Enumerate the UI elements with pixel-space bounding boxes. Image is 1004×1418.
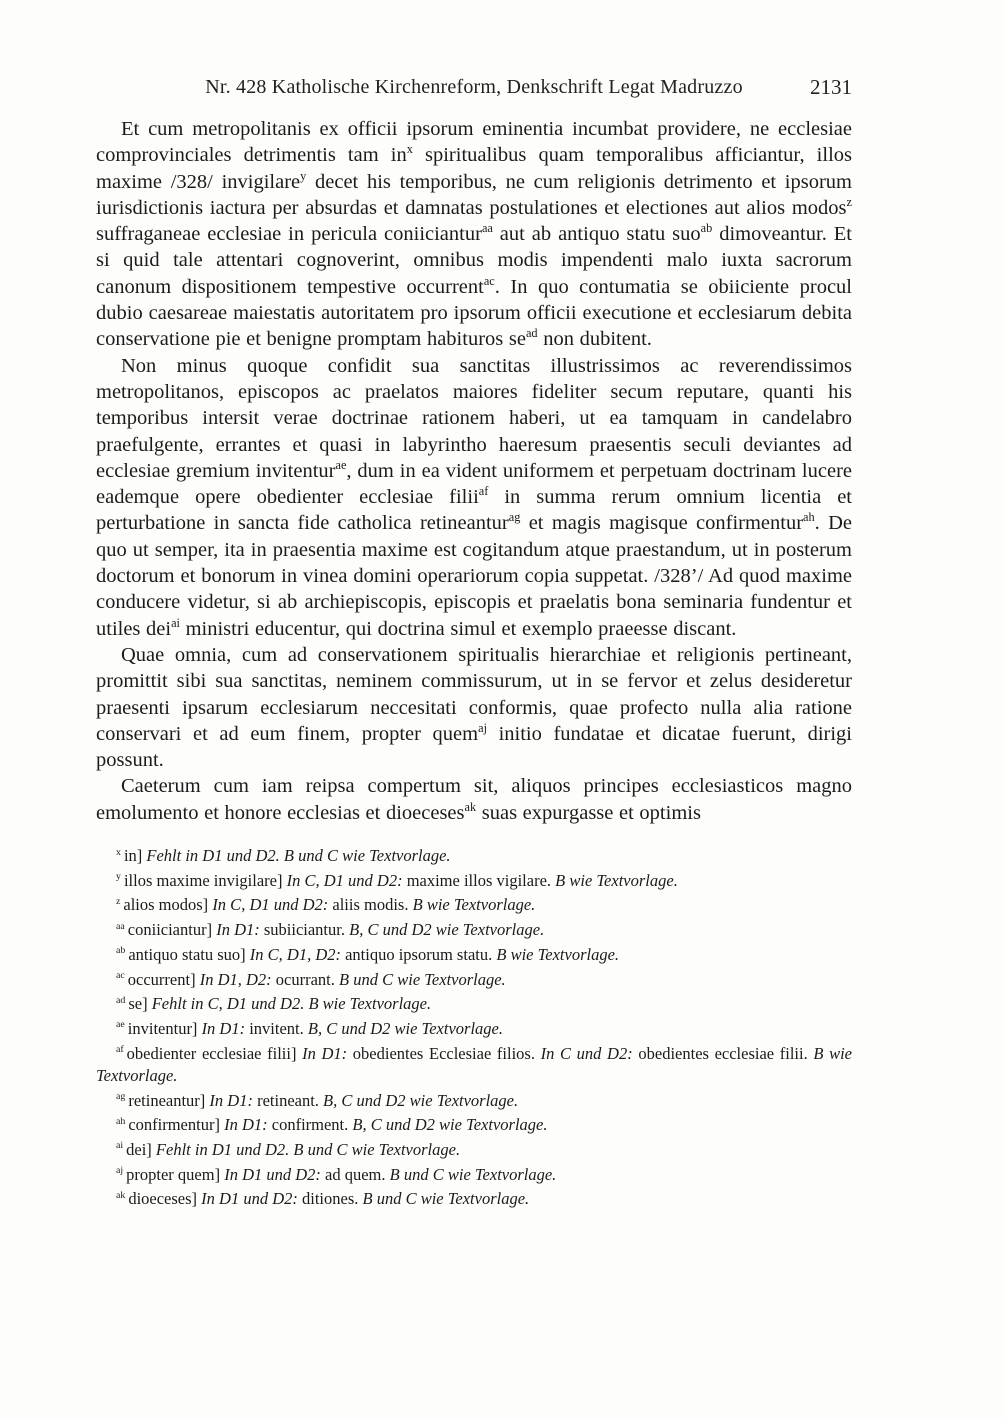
text-run: alios modos] <box>123 895 213 915</box>
footnote-sigla: y <box>116 871 121 883</box>
text-run: dioeceses] <box>128 1189 202 1209</box>
footnote-sigla: ag <box>116 1091 126 1103</box>
text-run: antiquo ipsorum statu. <box>345 944 497 964</box>
apparatus-note-italic: In D1 und D2: <box>224 1164 326 1184</box>
apparatus-note-italic: B wie Textvorlage. <box>412 895 536 915</box>
text-run: initio fundatae et dicatae fuerunt, dirigi possunt. <box>96 722 853 772</box>
apparatus-note-italic: In D1: <box>224 1115 272 1135</box>
apparatus-marker: ad <box>525 326 538 341</box>
text-run: Et cum metropolitanis ex officii ipsorum eminentia incumbat providere, ne ecclesiae comprovinciales detrimentis tam in <box>96 118 852 167</box>
apparatus-marker: ag <box>508 510 521 525</box>
apparatus-marker: aa <box>481 221 493 236</box>
text-run: suffraganeae ecclesiae in pericula coniiciantur <box>96 223 482 246</box>
text-run: decet his temporibus, ne cum religionis detrimento et ipsorum iurisdictionis iactura per absurdas et damnatas postulationes et electiones aut alios modos <box>96 170 853 219</box>
critical-apparatus <box>96 845 852 1211</box>
footnote <box>96 1018 852 1040</box>
text-run: obedientes ecclesiae filii. <box>638 1043 814 1063</box>
apparatus-note-italic: B wie Textvorlage. <box>496 944 620 964</box>
footnote-sigla: ab <box>116 945 126 957</box>
apparatus-marker: ah <box>803 510 815 525</box>
apparatus-marker: ac <box>483 273 495 288</box>
text-run: , dum in ea vident uniformem et perpetuam doctrinam lucere eademque opere obedienter ecclesiae filii <box>96 459 852 509</box>
text-run: spiritualibus quam temporalibus afficiantur, illos maxime /328/ invigilare <box>96 144 852 193</box>
footnote-sigla: af <box>116 1044 124 1056</box>
text-run: Non minus quoque confidit sua sanctitas illustrissimos ac reverendissimos metropolitanos, episcopos ac praelatos maiores fideliter secum reputare, quanti his temporibus intersit verae doctrinae rationem haberi, ut ea tamquam in candelabro praefulgente, errantes et quasi in labyrintho haeresum praesentis seculi deviantes ad ecclesiae gremium invitentur <box>96 354 852 482</box>
apparatus-note-italic: In D1, D2: <box>199 969 276 989</box>
text-run: retineant. <box>257 1090 324 1110</box>
apparatus-note-italic: In D1 und D2: <box>201 1189 302 1209</box>
apparatus-note-italic: B, C und D2 wie Textvorlage. <box>323 1090 519 1110</box>
text-run: ditiones. <box>302 1189 363 1209</box>
text-run: dimoveantur. Et si quid tale attentari cognoverint, omnibus modis impendenti malo iuxta sacrorum canonum dispositionem tempestive occurrent <box>96 223 852 298</box>
text-run: confirmentur] <box>128 1115 225 1135</box>
text-run: illos maxime invigilare] <box>123 870 287 890</box>
text-run: Quae omnia, cum ad conservationem spiritualis hierarchiae et religionis pertineant, promittit sibi sua sanctitas, neminem commissurum, ut in se fervor et zelus desideretur praesenti ipsarum ecclesiarum neccesitati conformis, quae profecto nulla alia ratione conservari et ad eum finem, propter quem <box>96 643 852 745</box>
text-run: subiiciantur. <box>263 920 350 940</box>
apparatus-marker: af <box>478 484 489 499</box>
footnote <box>96 969 852 991</box>
text-run: invitentur] <box>127 1018 202 1038</box>
text-run: propter quem] <box>126 1164 225 1184</box>
footnote <box>96 894 852 916</box>
text-run: in summa rerum omnium licentia et perturbatione in sancta fide catholica retineantur <box>96 486 852 535</box>
apparatus-note-italic: Fehlt in D1 und D2. B und C wie Textvorlage. <box>146 846 451 866</box>
text-run: ministri educentur, qui doctrina simul et exemplo praeesse discant. <box>179 617 737 640</box>
text-run: . In quo contumatia se obiiciente procul dubio caesareae maiestatis autoritatem pro ipsorum officii executione et ecclesiarum debita conservatione pie et benigne promptam habituros se <box>96 275 852 351</box>
footnote <box>96 1188 852 1210</box>
apparatus-note-italic: In C, D1 und D2: <box>286 870 407 890</box>
footnote-sigla: z <box>116 895 121 907</box>
footnote <box>96 1043 852 1087</box>
apparatus-note-italic: In C, D1, D2: <box>249 944 346 964</box>
footnote <box>96 845 852 867</box>
text-run: se] <box>128 994 152 1014</box>
text-run: . De quo ut semper, ita in praesentia maxime est cogitandum atque praestandum, ut in posterum doctorum et bonorum in vinea domini operariorum copia suppetat. /328’/ Ad quod maxime conducere videtur, si ab archiepiscopis, episcopis et praelatis bona seminaria fundentur et utiles dei <box>96 512 853 640</box>
footnote-sigla: ak <box>116 1189 126 1201</box>
text-run: invitent. <box>249 1018 308 1038</box>
text-run: confirment. <box>271 1115 353 1135</box>
apparatus-marker: y <box>300 168 307 183</box>
apparatus-marker: ab <box>700 221 713 236</box>
footnote-sigla: ai <box>116 1140 124 1152</box>
apparatus-note-italic: B wie Textvorlage. <box>96 1043 852 1085</box>
footnote <box>96 919 852 941</box>
footnote <box>96 993 852 1015</box>
body-paragraph <box>96 116 852 353</box>
body-paragraph <box>96 773 852 826</box>
text-run: in] <box>123 846 147 866</box>
footnote <box>96 870 852 892</box>
text-run: retineantur] <box>128 1090 210 1110</box>
text-run: Caeterum cum iam reipsa compertum sit, aliquos principes ecclesiasticos magno emolumento et honore ecclesias et dioeceses <box>96 775 852 824</box>
body-paragraph <box>96 642 852 773</box>
apparatus-note-italic: Fehlt in D1 und D2. B und C wie Textvorlage. <box>155 1139 461 1159</box>
text-run: coniiciantur] <box>127 920 217 940</box>
body-paragraph <box>96 353 852 642</box>
page-number: 2131 <box>810 75 852 99</box>
text-run: maxime illos vigilare. <box>406 870 556 890</box>
apparatus-note-italic: B wie Textvorlage. <box>555 870 678 890</box>
apparatus-note-italic: B und C wie Textvorlage. <box>339 969 506 989</box>
apparatus-note-italic: B und C wie Textvorlage. <box>362 1189 530 1209</box>
footnote <box>96 1164 852 1186</box>
text-run: antiquo statu suo] <box>128 944 250 964</box>
apparatus-marker: ak <box>464 799 477 814</box>
apparatus-note-italic: Fehlt in C, D1 und D2. B wie Textvorlage. <box>151 994 432 1014</box>
apparatus-note-italic: B, C und D2 wie Textvorlage. <box>307 1018 503 1038</box>
apparatus-marker: z <box>846 195 852 210</box>
apparatus-marker: ai <box>171 615 180 630</box>
footnote <box>96 1114 852 1136</box>
footnote-sigla: aj <box>116 1165 124 1177</box>
text-run: obedientes Ecclesiae filios. <box>352 1043 541 1063</box>
apparatus-marker: ae <box>335 458 347 473</box>
text-run: aliis modis. <box>332 895 413 915</box>
text-run: dei] <box>126 1139 156 1159</box>
main-text <box>96 116 852 826</box>
footnote-sigla: aa <box>116 920 125 932</box>
footnote-sigla: ae <box>116 1019 125 1031</box>
apparatus-note-italic: In C, D1 und D2: <box>212 895 333 915</box>
text-run: non dubitent. <box>537 328 652 351</box>
apparatus-marker: x <box>406 142 413 157</box>
apparatus-note-italic: In D1: <box>216 920 264 940</box>
text-run: aut ab antiquo statu suo <box>492 223 701 246</box>
apparatus-note-italic: In C und D2: <box>540 1043 639 1063</box>
apparatus-note-italic: In D1: <box>201 1018 250 1038</box>
text-run: ad quem. <box>325 1164 390 1184</box>
apparatus-note-italic: B, C und D2 wie Textvorlage. <box>349 920 545 940</box>
text-run: occurrent] <box>127 969 200 989</box>
text-run: ocurrant. <box>275 969 340 989</box>
footnote-sigla: ad <box>116 994 126 1006</box>
apparatus-marker: aj <box>478 721 487 735</box>
apparatus-note-italic: In D1: <box>209 1090 258 1110</box>
footnote-sigla: ah <box>116 1115 126 1127</box>
footnote <box>96 1139 852 1161</box>
footnote-sigla: x <box>116 846 121 858</box>
apparatus-note-italic: B, C und D2 wie Textvorlage. <box>352 1115 548 1135</box>
apparatus-note-italic: In D1: <box>302 1043 353 1063</box>
footnote <box>96 944 852 966</box>
page-header <box>96 76 852 104</box>
apparatus-note-italic: B und C wie Textvorlage. <box>389 1164 557 1184</box>
footnote <box>96 1090 852 1112</box>
text-run: obedienter ecclesiae filii] <box>126 1043 303 1063</box>
running-header: Nr. 428 Katholische Kirchenreform, Denkschrift Legat Madruzzo <box>205 76 743 98</box>
text-run: et magis magisque confirmentur <box>520 512 804 535</box>
footnote-sigla: ac <box>116 970 125 982</box>
text-run: suas expurgasse et optimis <box>476 801 701 824</box>
